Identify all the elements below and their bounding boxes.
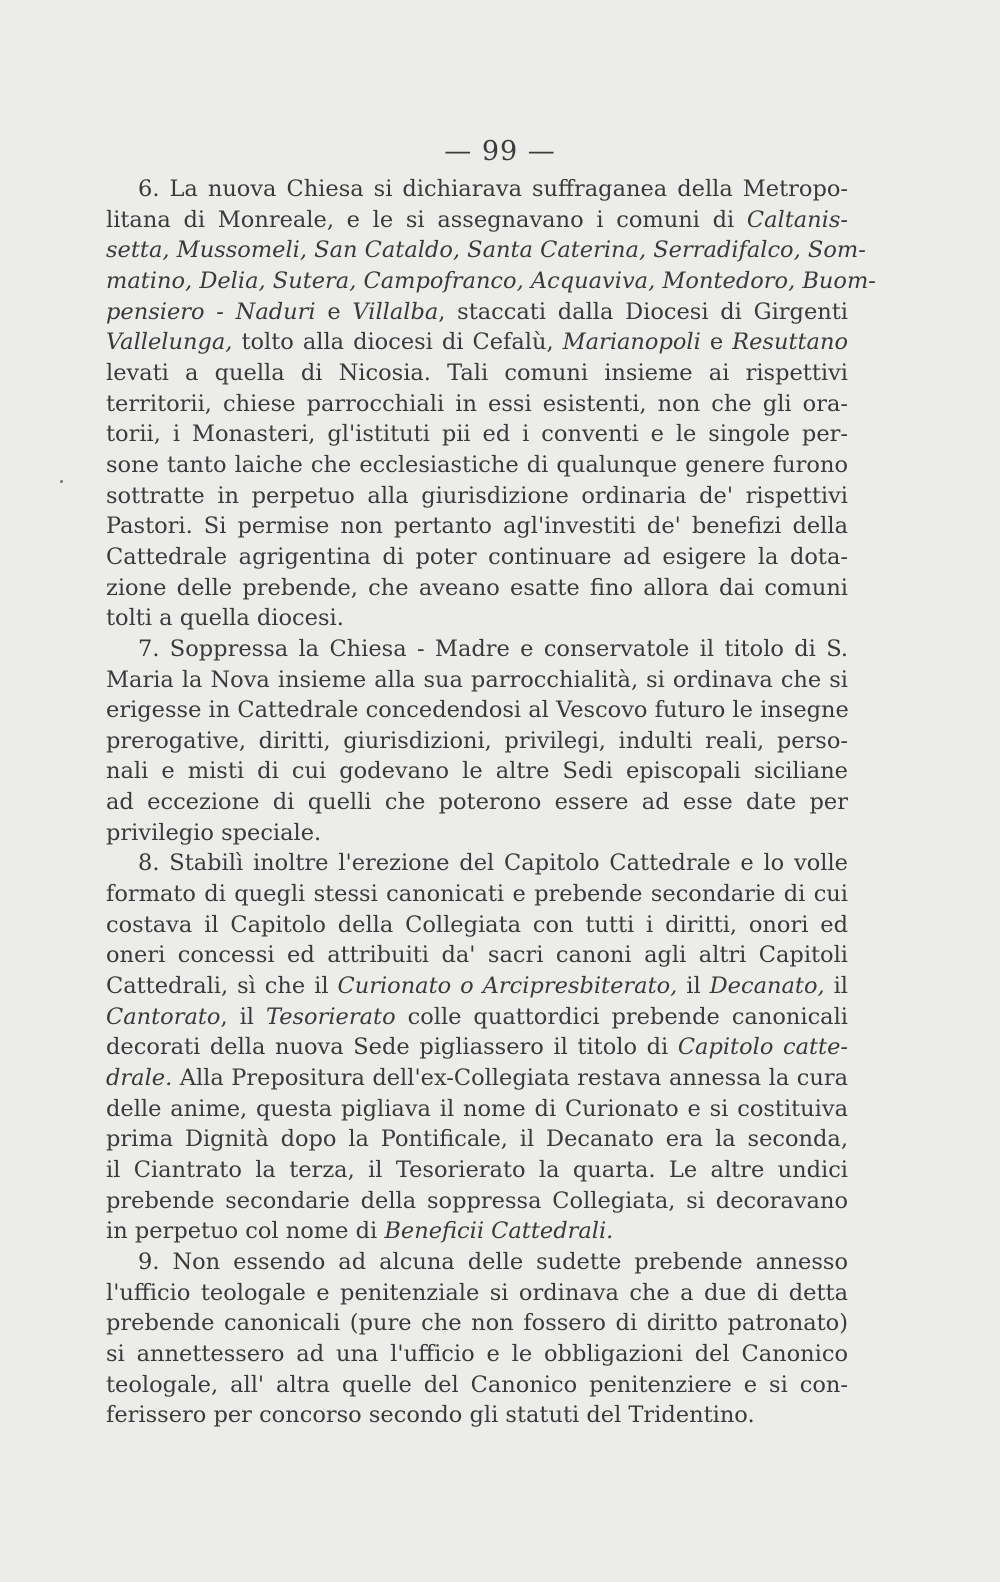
text-line: [106, 603, 848, 634]
text-line: [106, 1186, 848, 1217]
italic-text: setta, Mussomeli, San Cataldo, Santa Caterina, Serradifalco, Som-: [106, 237, 866, 264]
text-segment: 6. La nuova Chiesa si dichiarava suffraganea della Metropo-: [138, 176, 848, 202]
body-text: [106, 174, 876, 1431]
text-line: [106, 726, 848, 757]
text-segment: , staccati dalla Diocesi di Girgenti: [438, 298, 848, 325]
text-line: [106, 389, 848, 420]
text-segment: formato di quegli stessi canonicati e prebende secondarie di cui: [106, 881, 848, 908]
text-segment: prebende canonicali (pure che non fossero di diritto patronato): [106, 1310, 848, 1337]
text-line: [106, 1278, 848, 1309]
italic-text: Resuttano: [732, 329, 848, 356]
text-line: [106, 971, 848, 1002]
italic-text: Curionato o Arcipresbiterato,: [337, 973, 678, 1000]
italic-text: Tesorierato: [265, 1003, 396, 1030]
text-segment: 9. Non essendo ad alcuna delle sudette prebende annesso: [138, 1248, 848, 1275]
italic-text: pensiero - Naduri: [106, 298, 316, 325]
text-segment: torii, i Monasteri, gl'istituti pii ed i conventi e le singole per-: [106, 421, 848, 448]
text-segment: Cattedrali, sì che il: [106, 973, 338, 1000]
text-line: [106, 1094, 848, 1125]
text-segment: 7. Soppressa la Chiesa - Madre e conservatole il titolo di S.: [138, 635, 848, 662]
text-segment: litana di Monreale, e le si assegnavano i comuni di: [106, 206, 747, 233]
text-segment: Pastori. Si permise non pertanto agl'investiti de' benefizi della: [106, 513, 848, 540]
text-segment: colle quattordici prebende canonicali: [395, 1003, 848, 1030]
text-segment: sone tanto laiche che ecclesiastiche di qualunque genere furono: [106, 451, 848, 478]
text-line: [106, 634, 848, 665]
text-line: [106, 1400, 848, 1431]
text-line: [106, 756, 848, 787]
text-line: [106, 1002, 848, 1033]
italic-text: Vallelunga,: [106, 329, 233, 356]
text-line: [106, 542, 848, 573]
text-segment: oneri concessi ed attribuiti da' sacri canoni agli altri Capitoli: [106, 942, 848, 969]
text-line: [106, 1247, 848, 1278]
text-segment: zione delle prebende, che aveano esatte fino allora dai comuni: [106, 574, 848, 601]
text-line: [106, 511, 848, 542]
text-segment: il Ciantrato la terza, il Tesorierato la quarta. Le altre undici: [106, 1157, 848, 1183]
text-segment: e: [315, 298, 353, 325]
italic-text: Caltanis-: [746, 206, 848, 233]
text-segment: prerogative, diritti, giurisdizioni, privilegi, indulti reali, perso-: [106, 727, 848, 754]
text-line: [106, 297, 848, 328]
text-line: [106, 1032, 848, 1063]
text-segment: teologale, all' altra quelle del Canonico penitenziere e si con-: [106, 1371, 848, 1398]
text-segment: territorii, chiese parrocchiali in essi esistenti, non che gli ora-: [106, 390, 848, 417]
text-segment: tolto alla diocesi di Cefalù,: [232, 329, 563, 356]
text-segment: il: [677, 973, 710, 1000]
text-line: [106, 327, 848, 358]
italic-text: drale.: [106, 1065, 173, 1092]
italic-text: Marianopoli: [562, 329, 701, 356]
text-segment: erigesse in Cattedrale concedendosi al Vescovo futuro le insegne: [106, 697, 849, 724]
text-segment: Alla Prepositura dell'ex-Collegiata restava annessa la cura: [172, 1065, 848, 1092]
text-segment: 8. Stabilì inoltre l'erezione del Capitolo Cattedrale e lo volle: [138, 850, 848, 877]
text-segment: costava il Capitolo della Collegiata con tutti i diritti, onori ed: [106, 911, 848, 938]
italic-text: Capitolo catte-: [677, 1034, 848, 1061]
text-line: [106, 1124, 848, 1155]
text-segment: privilegio speciale.: [106, 819, 322, 846]
text-line: [106, 1063, 848, 1094]
text-line: [106, 1308, 848, 1339]
text-segment: in perpetuo col nome di: [106, 1218, 385, 1245]
text-segment: il: [824, 973, 848, 1000]
text-line: [106, 1155, 848, 1186]
italic-text: Beneficii Cattedrali.: [384, 1218, 614, 1245]
text-line: [106, 419, 848, 450]
text-line: [106, 235, 866, 266]
italic-text: Cantorato: [106, 1003, 221, 1030]
page-number: — 99 —: [444, 136, 556, 167]
text-segment: prebende secondarie della soppressa Collegiata, si decoravano: [106, 1187, 848, 1214]
text-line: [106, 205, 848, 236]
text-line: [106, 695, 848, 726]
text-line: [106, 358, 848, 389]
text-segment: ferissero per concorso secondo gli statuti del Tridentino.: [106, 1402, 755, 1429]
text-segment: l'ufficio teologale e penitenziale si ordinava che a due di detta: [106, 1279, 848, 1306]
text-segment: Maria la Nova insieme alla sua parrocchialità, si ordinava che si: [106, 666, 848, 693]
text-line: [106, 450, 848, 481]
text-line: [106, 573, 848, 604]
text-segment: si annettessero ad una l'ufficio e le obbligazioni del Canonico: [106, 1340, 848, 1367]
text-line: [106, 879, 848, 910]
text-line: [106, 174, 848, 205]
italic-text: Decanato,: [709, 973, 825, 1000]
text-line: [106, 1216, 848, 1247]
text-segment: decorati della nuova Sede pigliassero il titolo di: [106, 1034, 678, 1061]
text-segment: tolti a quella diocesi.: [106, 605, 344, 632]
text-line: [106, 1339, 848, 1370]
italic-text: matino, Delia, Sutera, Campofranco, Acquaviva, Montedoro, Buom-: [106, 267, 876, 294]
text-line: [106, 266, 876, 297]
text-line: [106, 848, 848, 879]
text-segment: levati a quella di Nicosia. Tali comuni insieme ai rispettivi: [106, 359, 848, 386]
text-line: [106, 481, 848, 512]
text-segment: Cattedrale agrigentina di poter continuare ad esigere la dota-: [106, 543, 848, 570]
text-line: [106, 910, 848, 941]
text-segment: prima Dignità dopo la Pontificale, il Decanato era la seconda,: [106, 1126, 848, 1153]
text-segment: , il: [220, 1003, 266, 1030]
italic-text: Villalba: [352, 298, 439, 325]
text-segment: ad eccezione di quelli che poterono essere ad esse date per: [106, 789, 848, 816]
text-segment: nali e misti di cui godevano le altre Sedi episcopali siciliane: [106, 758, 848, 785]
text-segment: sottratte in perpetuo alla giurisdizione ordinaria de' rispettivi: [106, 482, 848, 509]
text-segment: delle anime, questa pigliava il nome di Curionato e si costituiva: [106, 1095, 848, 1122]
text-line: [106, 940, 848, 971]
text-line: [106, 787, 848, 818]
margin-speck: [60, 480, 63, 483]
text-segment: e: [700, 329, 733, 356]
text-line: [106, 1370, 848, 1401]
text-line: [106, 818, 848, 849]
text-line: [106, 665, 848, 696]
